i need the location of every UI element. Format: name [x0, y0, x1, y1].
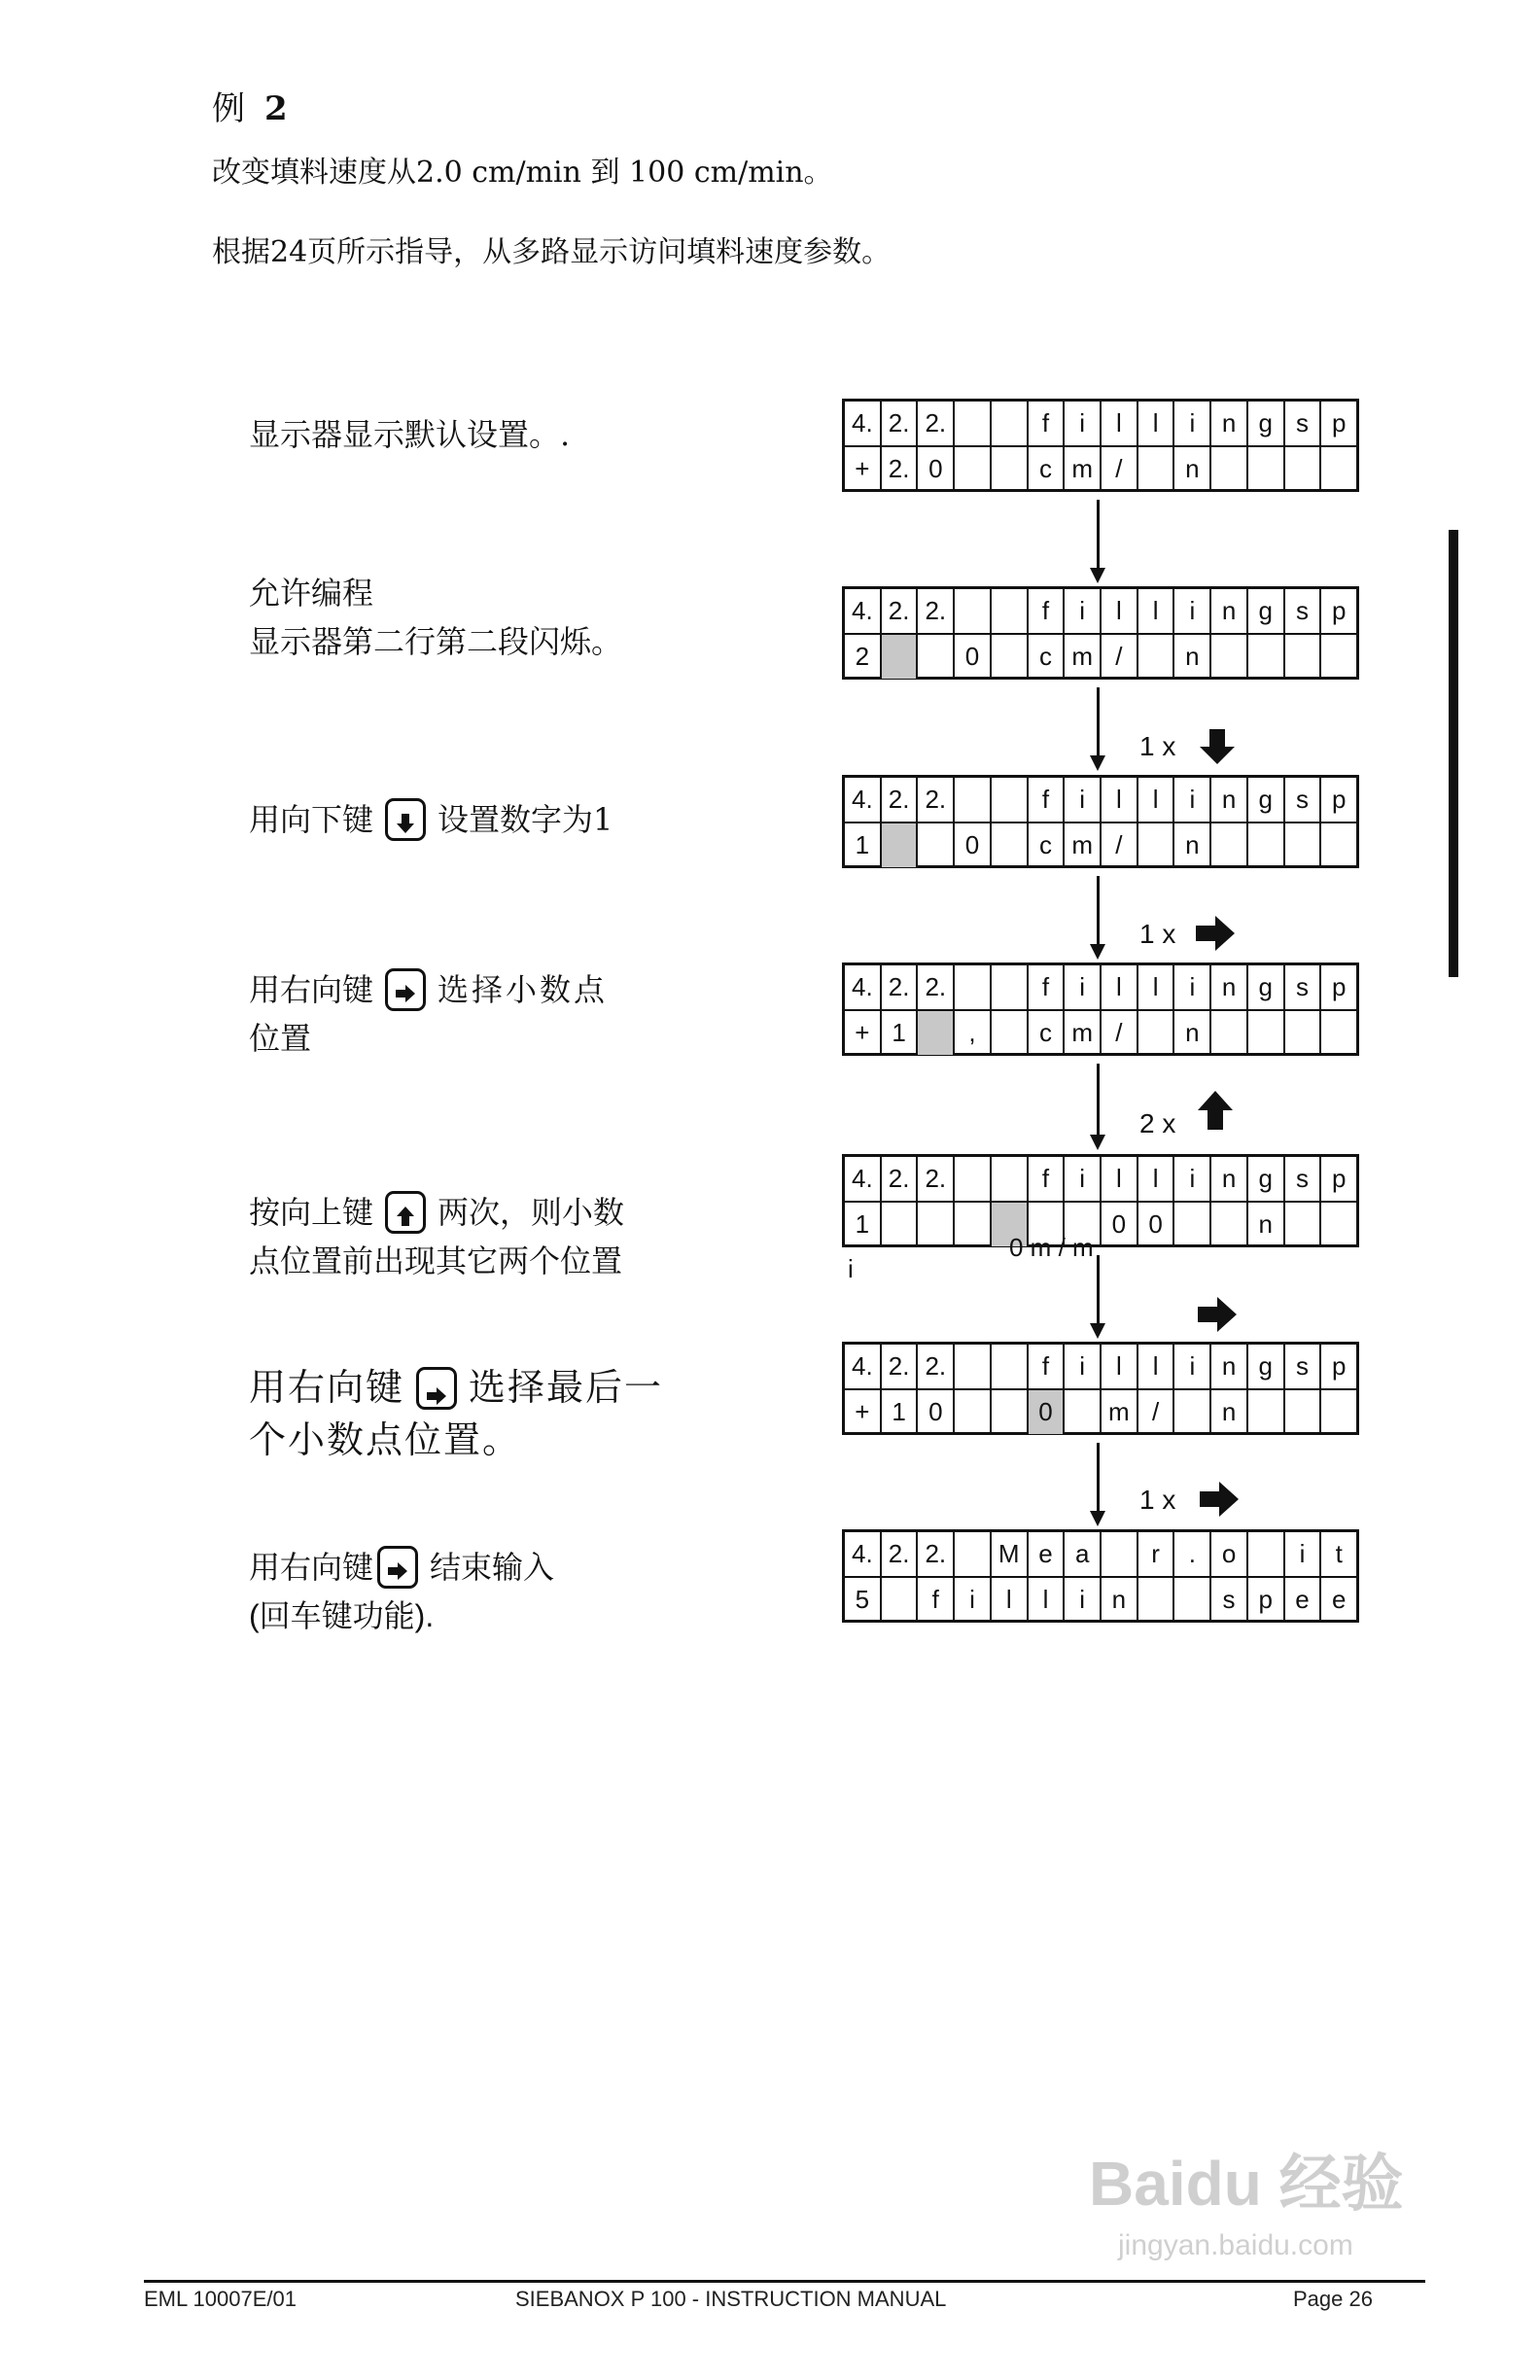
- lcd-cell: f: [1029, 1157, 1066, 1201]
- lcd-cell: [1138, 823, 1175, 867]
- lcd-cell: [1138, 1011, 1175, 1055]
- lcd-cell: 1: [882, 1011, 919, 1055]
- lcd-cell: [992, 965, 1029, 1009]
- lcd-display-2: [842, 586, 1359, 680]
- step-5-after: 两次，则小数: [438, 1194, 625, 1231]
- lcd-cell: 2.: [882, 402, 919, 445]
- lcd-row-1: [845, 965, 1356, 1009]
- lcd-cell: 4.: [845, 1532, 882, 1576]
- step-6-line-2: 个小数点位置。: [249, 1418, 522, 1461]
- lcd-cell: i: [1065, 1157, 1102, 1201]
- lcd-row-2: [845, 1201, 1356, 1246]
- lcd-cell: n: [1211, 402, 1248, 445]
- lcd-cell: 2.: [882, 1157, 919, 1201]
- right-arrow-key-icon: [416, 1367, 457, 1410]
- lcd-cell: [1285, 1203, 1322, 1246]
- lcd-cell: [992, 1157, 1029, 1201]
- lcd-cell: n: [1248, 1203, 1285, 1246]
- lcd-cell: e: [1331, 1585, 1347, 1614]
- lcd-cell: l: [1102, 778, 1138, 822]
- lcd-cell: [882, 1203, 919, 1246]
- lcd-cell: g: [1248, 402, 1285, 445]
- lcd-cell: [1174, 1578, 1211, 1622]
- lcd-cell: 0: [1102, 1203, 1138, 1246]
- lcd-cell: [992, 778, 1029, 822]
- lcd-cell: t: [1335, 1539, 1343, 1568]
- lcd-cell: 4.: [845, 1157, 882, 1201]
- lcd-cell: [1065, 1390, 1102, 1434]
- lcd-cell: n: [1174, 635, 1211, 679]
- lcd-cell: +: [845, 1390, 882, 1434]
- watermark-logo-text: Baidu 经验: [1089, 2149, 1404, 2219]
- lcd-cell: +: [845, 1011, 882, 1055]
- lcd-row-2: [845, 633, 1356, 679]
- lcd-cell: [955, 965, 992, 1009]
- down-arrow-icon: [1198, 727, 1237, 766]
- lcd-display-1: [842, 399, 1359, 492]
- lcd-cell: [955, 447, 992, 491]
- watermark-url: jingyan.baidu.com: [1118, 2229, 1353, 2261]
- watermark: [1089, 2134, 1439, 2275]
- lcd-cell: 2.: [918, 965, 955, 1009]
- lcd-cell: 2: [845, 635, 882, 679]
- lcd-display-3: [842, 775, 1359, 868]
- lcd-cell: i: [1065, 1578, 1102, 1622]
- lcd-cell: [1211, 1011, 1248, 1055]
- lcd-cell: 2.: [918, 778, 955, 822]
- repeat-count-3: 2 x: [1139, 1108, 1176, 1138]
- lcd-cell: [955, 1345, 992, 1388]
- lcd-cell: l: [1138, 1157, 1175, 1201]
- lcd-cell: M: [992, 1532, 1029, 1576]
- lcd-cell: l: [1102, 589, 1138, 633]
- lcd-cell: g: [1248, 589, 1285, 633]
- step-2-line-2: 显示器第二行第二段闪烁。: [249, 623, 623, 660]
- lcd-display-6: [842, 1342, 1359, 1435]
- lcd-cell: n: [1211, 1390, 1248, 1434]
- lcd-cell: s: [1285, 778, 1322, 822]
- lcd-cell: 4.: [845, 589, 882, 633]
- lcd-cell: [992, 823, 1029, 867]
- repeat-count-2: 1 x: [1139, 919, 1176, 949]
- lcd-cell: [1285, 447, 1322, 491]
- lcd-cell: g: [1248, 1345, 1285, 1388]
- lcd-cell: [992, 635, 1029, 679]
- lcd-cell: l: [1102, 1345, 1138, 1388]
- lcd-cell: [882, 823, 919, 867]
- lcd-row-1: [845, 1345, 1356, 1388]
- lcd-cell: g: [1248, 965, 1285, 1009]
- step-7: [249, 1543, 554, 1640]
- example-heading: [212, 82, 288, 129]
- lcd-cell: 1: [845, 823, 882, 867]
- step-2: [249, 569, 622, 666]
- step-3-before: 用向下键: [249, 801, 374, 838]
- step-6-after: 选择最后一: [469, 1366, 664, 1409]
- lcd-display-4: [842, 962, 1359, 1056]
- right-arrow-icon: [1194, 914, 1237, 953]
- step-5: [249, 1188, 624, 1285]
- lcd-cell: [1285, 1390, 1322, 1434]
- lcd-cell: i: [1065, 965, 1102, 1009]
- lcd-cell: i: [1065, 589, 1102, 633]
- lcd-cell: [955, 778, 992, 822]
- lcd-cell: [1248, 1532, 1285, 1576]
- lcd-cell: i: [1285, 1532, 1322, 1576]
- lcd-cell: a: [1065, 1532, 1102, 1576]
- lcd-row-1: [845, 402, 1356, 445]
- step-3-after: 设置数字为1: [438, 801, 613, 838]
- lcd-cell: [955, 1203, 992, 1246]
- step-2-line-1: 允许编程: [249, 575, 374, 612]
- lcd-cell: 0: [918, 1390, 955, 1434]
- lcd-cell: [992, 1345, 1029, 1388]
- lcd-cell: n: [1174, 447, 1211, 491]
- lcd-cell: g: [1248, 1157, 1285, 1201]
- lcd-cell: l: [1102, 402, 1138, 445]
- flow-arrowhead-icon: [1090, 1135, 1105, 1150]
- lcd-cell: f: [1029, 589, 1066, 633]
- repeat-count-5: 1 x: [1139, 1485, 1176, 1515]
- flow-arrowhead-icon: [1090, 944, 1105, 960]
- display-5-overflow-text: 0 m / m: [1009, 1233, 1094, 1262]
- lcd-display-5: [842, 1154, 1359, 1247]
- lcd-cell: l: [1138, 589, 1175, 633]
- lcd-cell: i: [1174, 1345, 1211, 1388]
- lcd-cell: l: [1138, 402, 1175, 445]
- lcd-cell: 0: [1029, 1390, 1066, 1434]
- lcd-cell: s: [1285, 402, 1322, 445]
- lcd-cell: 0: [1138, 1203, 1175, 1246]
- lcd-cell: p: [1331, 596, 1347, 625]
- lcd-cell: [1248, 1011, 1285, 1055]
- lcd-cell: s: [1285, 1345, 1322, 1388]
- flow-arrowhead-icon: [1090, 755, 1105, 771]
- lcd-cell: 1: [845, 1203, 882, 1246]
- lcd-cell: 0: [955, 635, 992, 679]
- lcd-cell: 2.: [918, 1532, 955, 1576]
- lcd-cell: 2.: [882, 589, 919, 633]
- lcd-cell: [1211, 447, 1248, 491]
- lcd-cell: g: [1248, 778, 1285, 822]
- lcd-cell: [1211, 1203, 1248, 1246]
- lcd-display-7: [842, 1529, 1359, 1623]
- flow-arrowhead-icon: [1090, 568, 1105, 583]
- lcd-row-2: [845, 1009, 1356, 1055]
- lcd-cell: s: [1285, 589, 1322, 633]
- lcd-cell: n: [1211, 1157, 1248, 1201]
- flow-arrow-line: [1097, 687, 1100, 757]
- lcd-cell: p: [1331, 1351, 1347, 1381]
- lcd-cell: s: [1285, 1157, 1322, 1201]
- lcd-cell: c: [1029, 635, 1066, 679]
- lcd-cell: [1138, 447, 1175, 491]
- lcd-cell: 2.: [918, 402, 955, 445]
- lcd-cell: 2.: [918, 1345, 955, 1388]
- lcd-cell: m: [1065, 823, 1102, 867]
- right-arrow-icon: [1198, 1480, 1241, 1519]
- lcd-cell: f: [1029, 778, 1066, 822]
- lcd-cell: [955, 589, 992, 633]
- lcd-cell: 1: [882, 1390, 919, 1434]
- lcd-cell: n: [1211, 589, 1248, 633]
- lcd-cell: [1285, 823, 1322, 867]
- lcd-cell: ,: [955, 1011, 992, 1055]
- lcd-cell: 5: [845, 1578, 882, 1622]
- up-arrow-icon: [1196, 1089, 1235, 1132]
- step-7-line-2: (回车键功能).: [249, 1598, 435, 1633]
- repeat-count-1: 1 x: [1139, 731, 1176, 761]
- lcd-cell: [1138, 635, 1175, 679]
- lcd-cell: 2.: [882, 778, 919, 822]
- lcd-cell: [882, 635, 919, 679]
- lcd-cell: m: [1065, 1011, 1102, 1055]
- step-7-before: 用右向键: [249, 1549, 374, 1586]
- lcd-cell: l: [992, 1578, 1029, 1622]
- lcd-cell: [955, 1532, 992, 1576]
- footer-manual-title: SIEBANOX P 100 - INSTRUCTION MANUAL: [515, 2287, 947, 2311]
- lcd-cell: 0: [918, 447, 955, 491]
- step-4: [249, 965, 608, 1063]
- lcd-cell: [1248, 635, 1285, 679]
- lcd-cell: c: [1029, 447, 1066, 491]
- right-arrow-key-icon: [377, 1546, 418, 1589]
- lcd-cell: [1321, 447, 1356, 491]
- lcd-cell: [992, 447, 1029, 491]
- lcd-cell: f: [1029, 1345, 1066, 1388]
- lcd-cell: [918, 1203, 955, 1246]
- lcd-cell: m: [1102, 1390, 1138, 1434]
- step-4-after: 选择小数点: [438, 971, 609, 1008]
- step-1: [249, 410, 570, 459]
- lcd-cell: /: [1102, 447, 1138, 491]
- lcd-cell: [1138, 1578, 1175, 1622]
- lcd-cell: i: [1174, 778, 1211, 822]
- lcd-cell: i: [1174, 965, 1211, 1009]
- lcd-cell: n: [1211, 1345, 1248, 1388]
- lcd-cell: e: [1029, 1532, 1066, 1576]
- intro-line-2: 根据24页所示指导，从多路显示访问填料速度参数。: [212, 235, 892, 269]
- lcd-cell: s: [1211, 1578, 1248, 1622]
- lcd-cell: [1211, 823, 1248, 867]
- lcd-cell: l: [1138, 965, 1175, 1009]
- lcd-cell: l: [1138, 778, 1175, 822]
- step-5-line-2: 点位置前出现其它两个位置: [249, 1242, 623, 1279]
- lcd-cell: 4.: [845, 402, 882, 445]
- lcd-cell: p: [1331, 1164, 1347, 1193]
- display-5-stray-char: i: [848, 1254, 854, 1283]
- lcd-cell: [1248, 823, 1285, 867]
- lcd-cell: [1248, 447, 1285, 491]
- lcd-cell: n: [1211, 778, 1248, 822]
- lcd-cell: i: [1174, 402, 1211, 445]
- lcd-cell: [1285, 1011, 1322, 1055]
- lcd-cell: /: [1102, 1011, 1138, 1055]
- example-label: 例: [212, 89, 245, 128]
- lcd-cell: 2.: [918, 1157, 955, 1201]
- flow-arrowhead-icon: [1090, 1511, 1105, 1526]
- lcd-row-1: [845, 778, 1356, 822]
- lcd-cell: i: [955, 1578, 992, 1622]
- lcd-row-2: [845, 445, 1356, 491]
- lcd-cell: [1321, 1390, 1356, 1434]
- lcd-cell: [992, 589, 1029, 633]
- step-3: [249, 795, 612, 844]
- down-arrow-key-icon: [385, 798, 426, 841]
- lcd-cell: s: [1285, 965, 1322, 1009]
- lcd-cell: [1174, 1390, 1211, 1434]
- footer-page-number: Page 26: [1293, 2287, 1373, 2311]
- step-4-line-2: 位置: [249, 1020, 312, 1057]
- lcd-cell: [1321, 1011, 1356, 1055]
- lcd-cell: /: [1102, 635, 1138, 679]
- step-7-after: 结束输入: [430, 1549, 555, 1586]
- lcd-cell: l: [1138, 1345, 1175, 1388]
- footer-doc-code: EML 10007E/01: [144, 2287, 297, 2311]
- lcd-cell: c: [1029, 1011, 1066, 1055]
- lcd-cell: n: [1211, 965, 1248, 1009]
- lcd-cell: [1174, 1203, 1211, 1246]
- lcd-cell: n: [1174, 823, 1211, 867]
- lcd-cell: p: [1331, 785, 1347, 814]
- lcd-cell: n: [1174, 1011, 1211, 1055]
- example-number: 2: [264, 89, 288, 128]
- right-arrow-icon: [1196, 1295, 1239, 1334]
- lcd-cell: 4.: [845, 965, 882, 1009]
- lcd-cell: f: [1029, 402, 1066, 445]
- lcd-cell: 4.: [845, 778, 882, 822]
- flow-arrow-line: [1097, 876, 1100, 946]
- lcd-cell: 2.: [918, 589, 955, 633]
- step-5-before: 按向上键: [249, 1194, 374, 1231]
- lcd-cell: i: [1065, 402, 1102, 445]
- lcd-cell: [955, 402, 992, 445]
- lcd-cell: [918, 1011, 955, 1055]
- lcd-cell: p: [1331, 972, 1347, 1001]
- lcd-cell: 4.: [845, 1345, 882, 1388]
- lcd-cell: [1321, 635, 1356, 679]
- lcd-cell: [1102, 1532, 1138, 1576]
- lcd-cell: f: [1029, 965, 1066, 1009]
- lcd-cell: [955, 1390, 992, 1434]
- footer-rule: [144, 2280, 1425, 2283]
- lcd-cell: r: [1138, 1532, 1175, 1576]
- lcd-row-2: [845, 822, 1356, 867]
- lcd-row-1: [845, 1532, 1356, 1576]
- lcd-cell: [955, 1157, 992, 1201]
- lcd-cell: 2.: [882, 965, 919, 1009]
- step-4-before: 用右向键: [249, 971, 374, 1008]
- lcd-cell: e: [1285, 1578, 1322, 1622]
- lcd-row-2: [845, 1576, 1356, 1622]
- lcd-cell: [918, 823, 955, 867]
- right-arrow-key-icon: [385, 968, 426, 1011]
- lcd-cell: f: [918, 1578, 955, 1622]
- flow-arrow-line: [1097, 1064, 1100, 1137]
- lcd-cell: i: [1065, 778, 1102, 822]
- lcd-cell: p: [1331, 408, 1347, 438]
- lcd-cell: [918, 635, 955, 679]
- lcd-cell: i: [1065, 1345, 1102, 1388]
- flow-arrowhead-icon: [1090, 1323, 1105, 1339]
- flow-arrow-line: [1097, 1255, 1100, 1325]
- lcd-cell: l: [1029, 1578, 1066, 1622]
- lcd-row-1: [845, 589, 1356, 633]
- step-6: [249, 1361, 663, 1466]
- lcd-cell: 2.: [882, 447, 919, 491]
- lcd-cell: p: [1248, 1578, 1285, 1622]
- flow-arrow-line: [1097, 500, 1100, 570]
- lcd-cell: i: [1174, 1157, 1211, 1201]
- lcd-cell: o: [1211, 1532, 1248, 1576]
- lcd-cell: .: [1174, 1532, 1211, 1576]
- lcd-cell: l: [1102, 965, 1138, 1009]
- step-1-line: 显示器显示默认设置。.: [249, 416, 571, 453]
- lcd-cell: +: [845, 447, 882, 491]
- lcd-cell: n: [1102, 1578, 1138, 1622]
- lcd-cell: [1248, 1390, 1285, 1434]
- up-arrow-key-icon: [385, 1191, 426, 1234]
- lcd-row-1: [845, 1157, 1356, 1201]
- step-6-before: 用右向键: [249, 1366, 405, 1409]
- flow-arrow-line: [1097, 1443, 1100, 1513]
- margin-marker-bar: [1449, 530, 1458, 977]
- lcd-cell: m: [1065, 635, 1102, 679]
- lcd-cell: [992, 402, 1029, 445]
- lcd-row-2: [845, 1388, 1356, 1434]
- lcd-cell: m: [1065, 447, 1102, 491]
- lcd-cell: [1285, 635, 1322, 679]
- lcd-cell: 2.: [882, 1345, 919, 1388]
- lcd-cell: i: [1174, 589, 1211, 633]
- lcd-cell: l: [1102, 1157, 1138, 1201]
- lcd-cell: [1211, 635, 1248, 679]
- lcd-cell: 2.: [882, 1532, 919, 1576]
- lcd-cell: [1321, 823, 1356, 867]
- lcd-cell: c: [1029, 823, 1066, 867]
- lcd-cell: [882, 1578, 919, 1622]
- lcd-cell: /: [1102, 823, 1138, 867]
- lcd-cell: [992, 1011, 1029, 1055]
- lcd-cell: 0: [955, 823, 992, 867]
- lcd-cell: [1321, 1203, 1356, 1246]
- intro-line-1: 改变填料速度从2.0 cm/min 到 100 cm/min。: [212, 156, 833, 190]
- lcd-cell: [992, 1390, 1029, 1434]
- lcd-cell: /: [1138, 1390, 1175, 1434]
